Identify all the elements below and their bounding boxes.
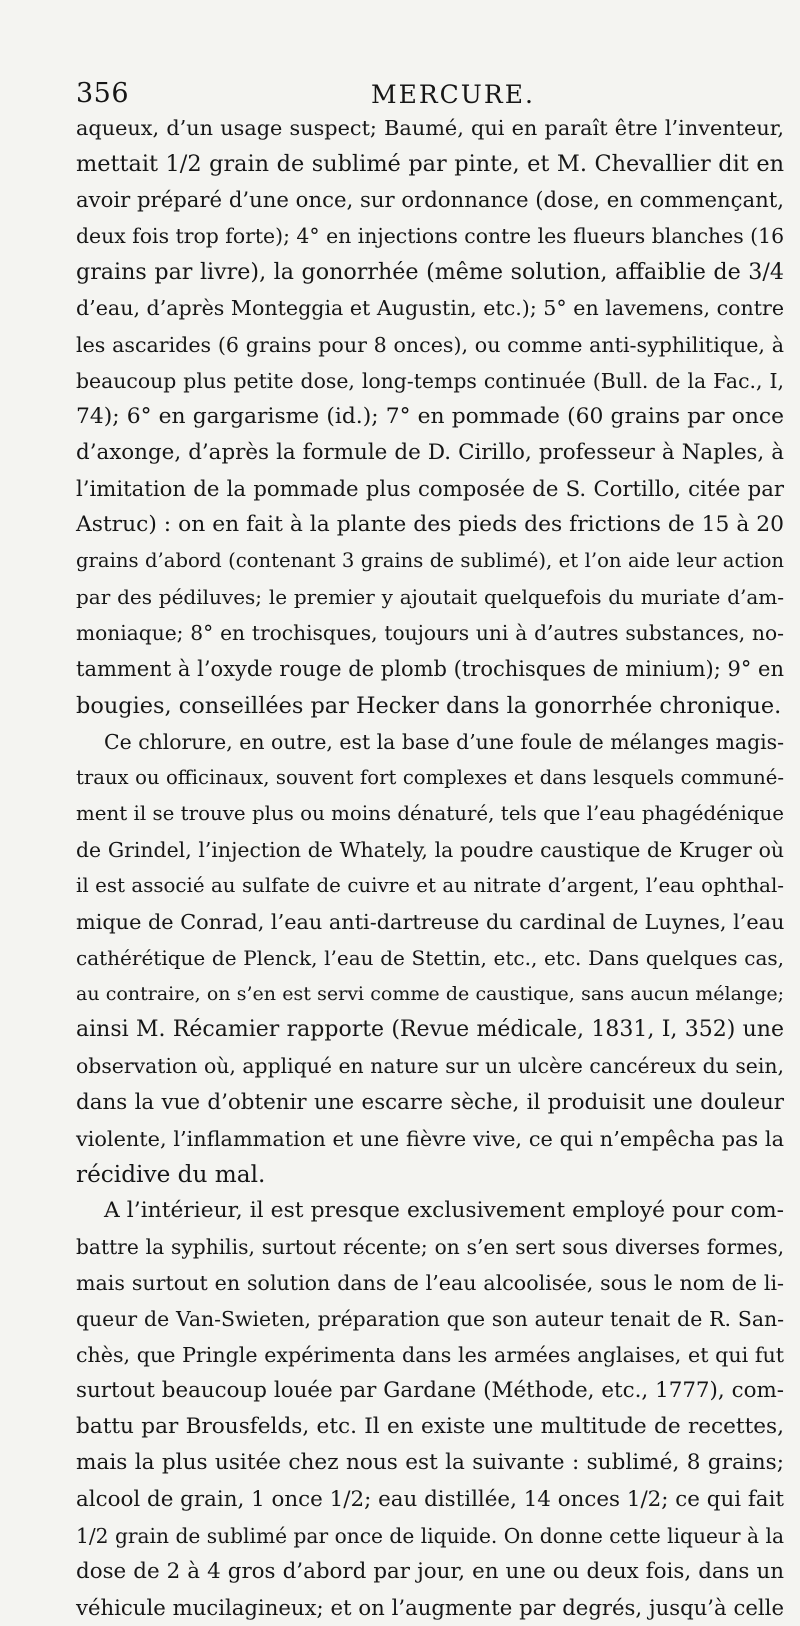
- text-line: dans la vue d’obtenir une escarre sèche, il produisit une douleur: [76, 1089, 784, 1115]
- text-line: mettait 1/2 grain de sublimé par pinte, et M. Chevallier dit en: [76, 151, 784, 178]
- text-line: véhicule mucilagineux; et on l’augmente par degrés, jusqu’à celle: [76, 1594, 784, 1620]
- body-text: [76, 110, 784, 1626]
- text-line: alcool de grain, 1 once 1/2; eau distillée, 14 onces 1/2; ce qui fait: [76, 1486, 784, 1512]
- text-line: queur de Van-Swieten, préparation que son auteur tenait de R. San-: [76, 1307, 784, 1332]
- paragraph-end-line: bougies, conseillées par Hecker dans la gonorrhée chronique.: [76, 692, 782, 719]
- paragraph-end-line: récidive du mal.: [76, 1160, 266, 1188]
- text-line: les ascarides (6 grains pour 8 onces), ou comme anti-syphilitique, à: [76, 332, 784, 357]
- text-line: mique de Conrad, l’eau anti-dartreuse du cardinal de Luynes, l’eau: [76, 910, 785, 935]
- text-line: par des pédiluves; le premier y ajoutait quelquefois du muriate d’am-: [76, 585, 784, 610]
- text-line: d’eau, d’après Monteggia et Augustin, etc.); 5° en lavemens, contre: [76, 296, 785, 321]
- text-line: mais la plus usitée chez nous est la suivante : sublimé, 8 grains;: [76, 1450, 784, 1476]
- text-line: tamment à l’oxyde rouge de plomb (trochisques de minium); 9° en: [76, 657, 784, 682]
- text-line: l’imitation de la pommade plus composée de S. Cortillo, citée par: [76, 475, 784, 501]
- text-line: violente, l’inflammation et une fièvre vive, ce qui n’empêcha pas la: [76, 1126, 784, 1151]
- text-line: battu par Brousfelds, etc. Il en existe une multitude de recettes,: [76, 1414, 784, 1440]
- running-title: MERCURE.: [371, 80, 535, 109]
- text-line: grains par livre), la gonorrhée (même solution, affaiblie de 3/4: [76, 259, 784, 286]
- text-line: de Grindel, l’injection de Whately, la poudre caustique de Kruger où: [76, 837, 784, 862]
- text-line: beaucoup plus petite dose, long-temps continuée (Bull. de la Fac., I,: [76, 368, 784, 393]
- page-number: 356: [76, 78, 130, 109]
- text-line: grains d’abord (contenant 3 grains de sublimé), et l’on aide leur action: [76, 549, 784, 573]
- text-line: au contraire, on s’en est servi comme de caustique, sans aucun mélange;: [76, 983, 784, 1006]
- text-line: observation où, appliqué en nature sur un ulcère cancéreux du sein,: [76, 1054, 784, 1079]
- text-line: cathérétique de Plenck, l’eau de Stettin, etc., etc. Dans quelques cas,: [76, 946, 784, 971]
- paragraph-first-line: Ce chlorure, en outre, est la base d’une foule de mélanges magis-: [104, 729, 784, 754]
- text-line: mais surtout en solution dans de l’eau alcoolisée, sous le nom de li-: [76, 1271, 784, 1295]
- text-line: traux ou officinaux, souvent fort complexes et dans lesquels communé-: [76, 765, 784, 789]
- paragraph-first-line: A l’intérieur, il est presque exclusivement employé pour com-: [104, 1197, 784, 1223]
- text-line: 74); 6° en gargarisme (id.); 7° en pommade (60 grains par once: [76, 403, 784, 429]
- text-line: d’axonge, d’après la formule de D. Cirillo, professeur à Naples, à: [76, 439, 784, 465]
- text-line: dose de 2 à 4 gros d’abord par jour, en une ou deux fois, dans un: [76, 1558, 784, 1584]
- text-line: ainsi M. Récamier rapporte (Revue médicale, 1831, I, 352) une: [76, 1017, 784, 1043]
- text-line: chès, que Pringle expérimenta dans les armées anglaises, et qui fut: [76, 1343, 784, 1368]
- text-line: moniaque; 8° en trochisques, toujours uni à d’autres substances, no-: [76, 621, 784, 646]
- text-line: surtout beaucoup louée par Gardane (Méthode, etc., 1777), com-: [76, 1378, 784, 1404]
- text-line: battre la syphilis, surtout récente; on s’en sert sous diverses formes,: [76, 1234, 784, 1259]
- text-line: 1/2 grain de sublimé par once de liquide. On donne cette liqueur à la: [76, 1523, 784, 1548]
- text-line: Astruc) : on en fait à la plante des pieds des frictions de 15 à 20: [76, 512, 784, 538]
- text-line: aqueux, d’un usage suspect; Baumé, qui en paraît être l’inventeur,: [76, 116, 784, 140]
- text-line: deux fois trop forte); 4° en injections contre les flueurs blanches (16: [76, 224, 785, 249]
- text-line: il est associé au sulfate de cuivre et au nitrate d’argent, l’eau ophthal-: [76, 873, 784, 897]
- text-line: avoir préparé d’une once, sur ordonnance (dose, en commençant,: [76, 187, 785, 213]
- text-line: ment il se trouve plus ou moins dénaturé, tels que l’eau phagédénique: [76, 801, 784, 825]
